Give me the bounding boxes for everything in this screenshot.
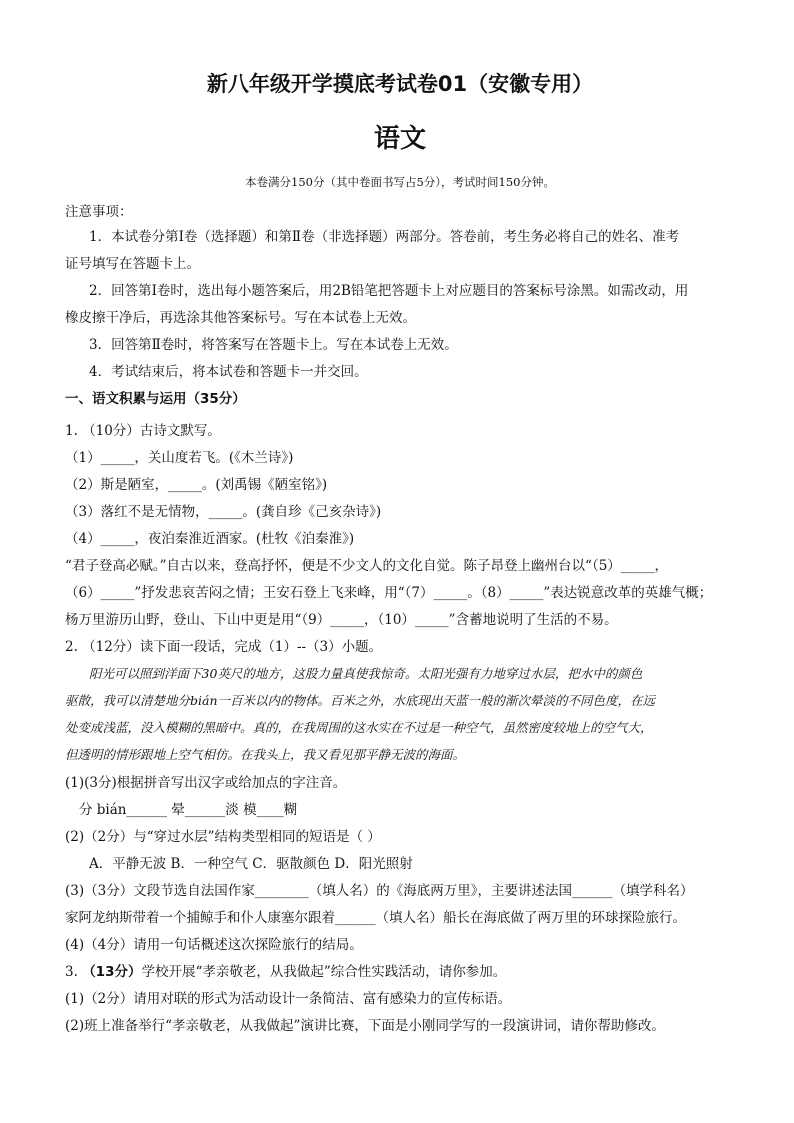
question-2-sub4: (4)（4分）请用一句话概述这次探险旅行的结局。	[65, 937, 363, 953]
subject-heading: 语文	[373, 124, 426, 154]
notice-item: 3．回答第Ⅱ卷时，将答案写在答题卡上。写在本试卷上无效。	[89, 337, 458, 353]
question-1-line: （1）_____，关山度若飞。(《木兰诗》)	[65, 450, 294, 466]
question-2-sub2: (2)（2分）与“穿过水层”结构类型相同的短语是（ ）	[65, 829, 381, 845]
question-3-number: 3.	[65, 964, 78, 980]
question-2-sub3: (3)（3分）文段节选自法国作家________（填人名）的《海底两万里》，主要讲述法国______（填学科名）	[65, 883, 694, 899]
passage-line: 驱散，我可以清楚地分bián一百米以内的物体。百米之外，水底现出天蓝一般的渐次晕淡的不同色度，在远	[65, 693, 656, 708]
question-2-sub3: 家阿龙纳斯带着一个捕鲸手和仆人康塞尔跟着______（填人名）船长在海底做了两万里的环球探险旅行。	[65, 910, 686, 926]
question-1-line: （3）落红不是无情物，_____。(龚自珍《己亥杂诗》)	[65, 504, 382, 520]
question-1-line: （2）斯是陋室，_____。(刘禹锡《陋室铭》)	[65, 477, 328, 493]
question-1-stem: 1. （10分）古诗文默写。	[65, 423, 221, 439]
passage-line: 阳光可以照到洋面下30英尺的地方，这股力量真使我惊奇。太阳光强有力地穿过水层，把水中的颜色	[89, 666, 643, 681]
question-2-sub1: (1)(3分)根据拼音写出汉字或给加点的字注音。	[65, 775, 347, 791]
question-1-line: “君子登高必赋。”自古以来，登高抒怀，便是不少文人的文化自觉。陈子昂登上幽州台以“（5）_____，	[65, 558, 669, 574]
question-3-score: （13分）	[82, 964, 142, 980]
question-2-stem: 2. （12分）读下面一段话，完成（1）--（3）小题。	[65, 639, 383, 655]
question-3-stem	[65, 962, 735, 982]
question-3-sub2: (2)班上准备举行“孝亲敬老，从我做起”演讲比赛，下面是小刚同学写的一段演讲词，请你帮助修改。	[65, 1018, 665, 1034]
question-3-sub1: (1)（2分）请用对联的形式为活动设计一条简洁、富有感染力的宣传标语。	[65, 991, 512, 1007]
question-1-line: （4）_____，夜泊秦淮近酒家。(杜牧《泊秦淮》)	[65, 531, 355, 547]
question-2-options: A．平静无波 B．一种空气 C．驱散颜色 D．阳光照射	[89, 856, 413, 872]
question-1-line: （6）_____”抒发悲哀苦闷之情；王安石登上飞来峰，用“（7）_____。（8）_____”表达锐意改革的英雄气概；	[65, 585, 713, 601]
question-2-sub1-items: 分 bián______ 晕______淡 模____糊	[79, 802, 298, 818]
question-3-text: 学校开展“孝亲敬老，从我做起”综合性实践活动，请你参加。	[141, 964, 507, 980]
notice-item: 1．本试卷分第Ⅰ卷（选择题）和第Ⅱ卷（非选择题）两部分。答卷前，考生务必将自己的姓名、准考	[89, 229, 680, 245]
passage-line: 处变成浅蓝，没入模糊的黑暗中。真的，在我周围的这水实在不过是一种空气，虽然密度较地上的空气大，	[65, 720, 653, 735]
score-note: 本卷满分150分（其中卷面书写占5分），考试时间150分钟。	[245, 175, 555, 189]
exam-title: 新八年级开学摸底考试卷01（安徽专用）	[206, 72, 594, 96]
section-heading: 一、语文积累与运用（35分）	[65, 391, 246, 407]
notice-item: 橡皮擦干净后，再选涂其他答案标号。写在本试卷上无效。	[65, 310, 416, 326]
notice-item: 4．考试结束后，将本试卷和答题卡一并交回。	[89, 364, 368, 380]
notice-item: 2．回答第Ⅰ卷时，选出每小题答案后，用2B铅笔把答题卡上对应题目的答案标号涂黑。如需改动，用	[89, 283, 689, 299]
notice-item: 证号填写在答题卡上。	[65, 256, 200, 272]
notice-heading: 注意事项：	[65, 204, 133, 220]
question-1-line: 杨万里游历山野，登山、下山中更是用“（9）_____，（10）_____”含蓄地说明了生活的不易。	[65, 612, 618, 628]
passage-line: 但透明的情形跟地上空气相仿。在我头上，我又看见那平静无波的海面。	[65, 747, 466, 762]
